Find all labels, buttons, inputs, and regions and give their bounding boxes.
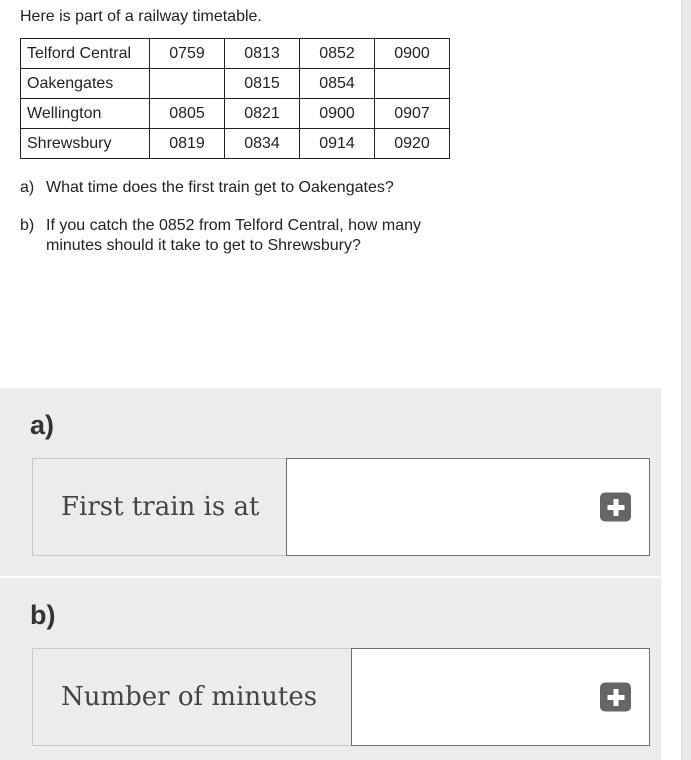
time-cell: 0907 [375, 99, 450, 129]
answer-a-input[interactable] [286, 458, 650, 556]
answer-panel-b [0, 578, 661, 760]
time-cell: 0834 [225, 129, 300, 159]
time-cell: 0920 [375, 129, 450, 159]
timetable [20, 38, 450, 159]
question-b-line1: If you catch the 0852 from Telford Central, how many [46, 217, 422, 234]
time-cell: 0900 [375, 39, 450, 69]
plus-square-icon[interactable] [600, 493, 631, 522]
question-a-label: a) [20, 179, 35, 196]
question-b [20, 216, 421, 256]
time-cell [150, 69, 225, 99]
time-cell: 0900 [300, 99, 375, 129]
plus-square-icon[interactable] [600, 683, 631, 712]
station-cell: Wellington [21, 99, 150, 129]
question-a [20, 178, 394, 198]
table-row [21, 99, 450, 129]
answer-a-label: a) [30, 410, 55, 440]
time-cell: 0759 [150, 39, 225, 69]
answer-b-row [32, 648, 650, 746]
time-cell: 0815 [225, 69, 300, 99]
station-cell: Telford Central [21, 39, 150, 69]
time-cell: 0819 [150, 129, 225, 159]
station-cell: Oakengates [21, 69, 150, 99]
question-b-label: b) [20, 217, 35, 234]
station-cell: Shrewsbury [21, 129, 150, 159]
answer-b-input[interactable] [351, 648, 650, 746]
time-cell: 0914 [300, 129, 375, 159]
time-cell: 0805 [150, 99, 225, 129]
time-cell: 0852 [300, 39, 375, 69]
time-cell: 0821 [225, 99, 300, 129]
answer-a-prompt: First train is at [32, 458, 286, 556]
question-a-text: What time does the first train get to Oakengates? [46, 179, 394, 196]
intro-text: Here is part of a railway timetable. [20, 8, 262, 25]
answer-panel-a [0, 388, 661, 576]
answer-b-label: b) [30, 600, 56, 630]
table-row [21, 129, 450, 159]
time-cell: 0813 [225, 39, 300, 69]
table-row [21, 69, 450, 99]
question-b-line2: minutes should it take to get to Shrewsbury? [46, 237, 361, 254]
answer-b-prompt: Number of minutes [32, 648, 351, 746]
scrollbar[interactable] [681, 0, 691, 760]
time-cell [375, 69, 450, 99]
table-row [21, 39, 450, 69]
time-cell: 0854 [300, 69, 375, 99]
answer-a-row [32, 458, 650, 556]
